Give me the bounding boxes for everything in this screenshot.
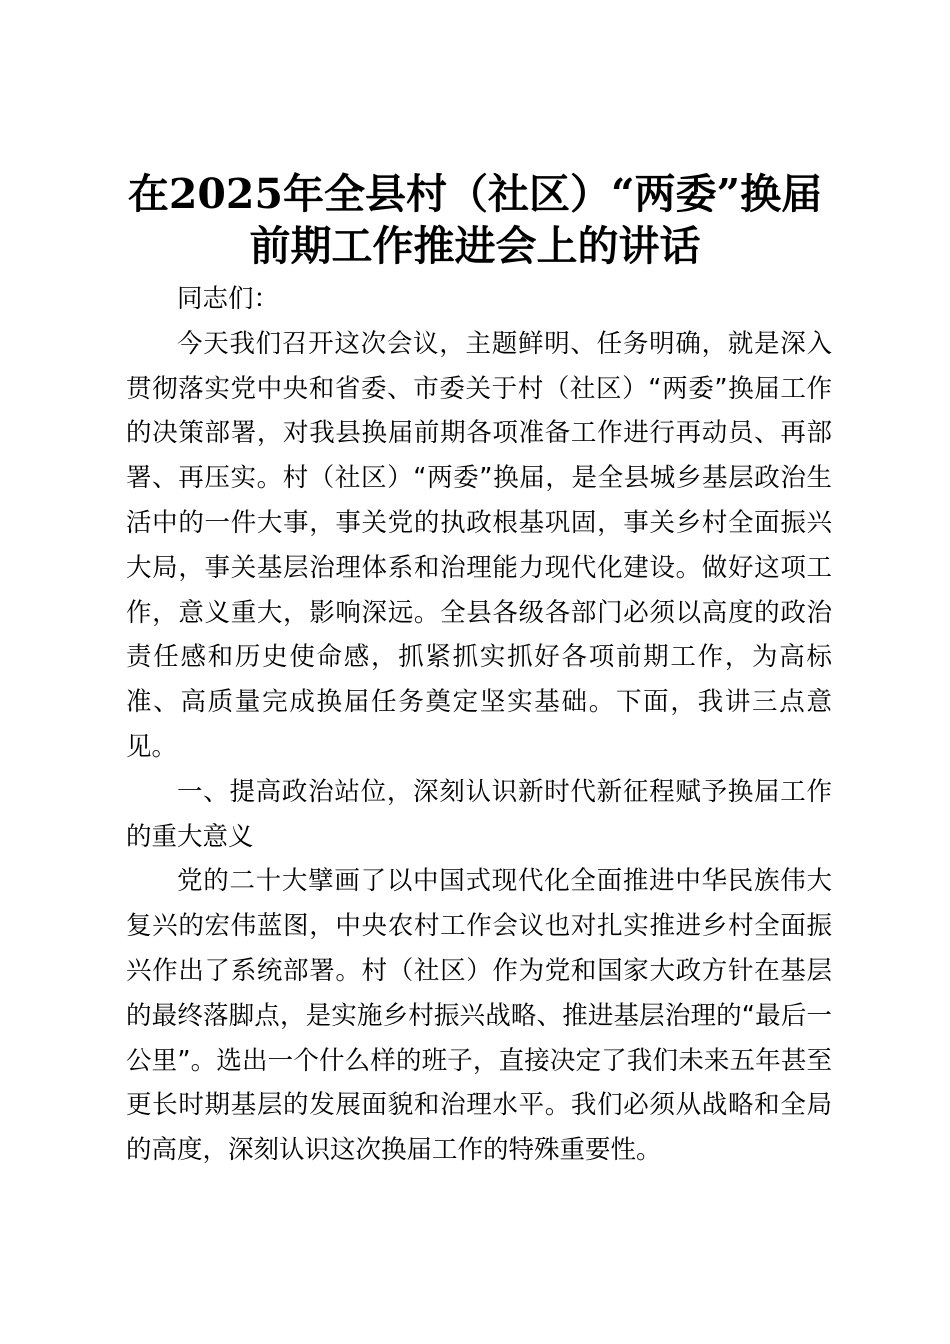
section-heading-1: 一、提高政治站位，深刻认识新时代新征程赋予换届工作的重大意义 [126,776,832,852]
document-title: 在2025年全县村（社区）“两委”换届前期工作推进会上的讲话 [127,170,823,270]
paragraph-intro: 今天我们召开这次会议，主题鲜明、任务明确，就是深入贯彻落实党中央和省委、市委关于村（社区）“两委”换届工作的决策部署，对我县换届前期各项准备工作进行再动员、再部署、再压实。村（社区）“两委”换届，是全县城乡基层政治生活中的一件大事，事关党的执政根基巩固，事关乡村全面振兴大局，事关基层治理体系和治理能力现代化建设。做好这项工作，意义重大，影响深远。全县各级各部门必须以高度的政治责任感和历史使命感，抓紧抓实抓好各项前期工作，为高标准、高质量完成换届任务奠定坚实基础。下面，我讲三点意见。 [126,328,832,762]
document-body [126,277,832,1173]
salutation: 同志们： [177,284,280,314]
paragraph-section-1: 党的二十大擘画了以中国式现代化全面推进中华民族伟大复兴的宏伟蓝图，中央农村工作会议也对扎实推进乡村全面振兴作出了系统部署。村（社区）作为党和国家大政方针在基层的最终落脚点，是实施乡村振兴战略、推进基层治理的“最后一公里”。选出一个什么样的班子，直接决定了我们未来五年甚至更长时期基层的发展面貌和治理水平。我们必须从战略和全局的高度，深刻认识这次换届工作的特殊重要性。 [126,866,832,1166]
